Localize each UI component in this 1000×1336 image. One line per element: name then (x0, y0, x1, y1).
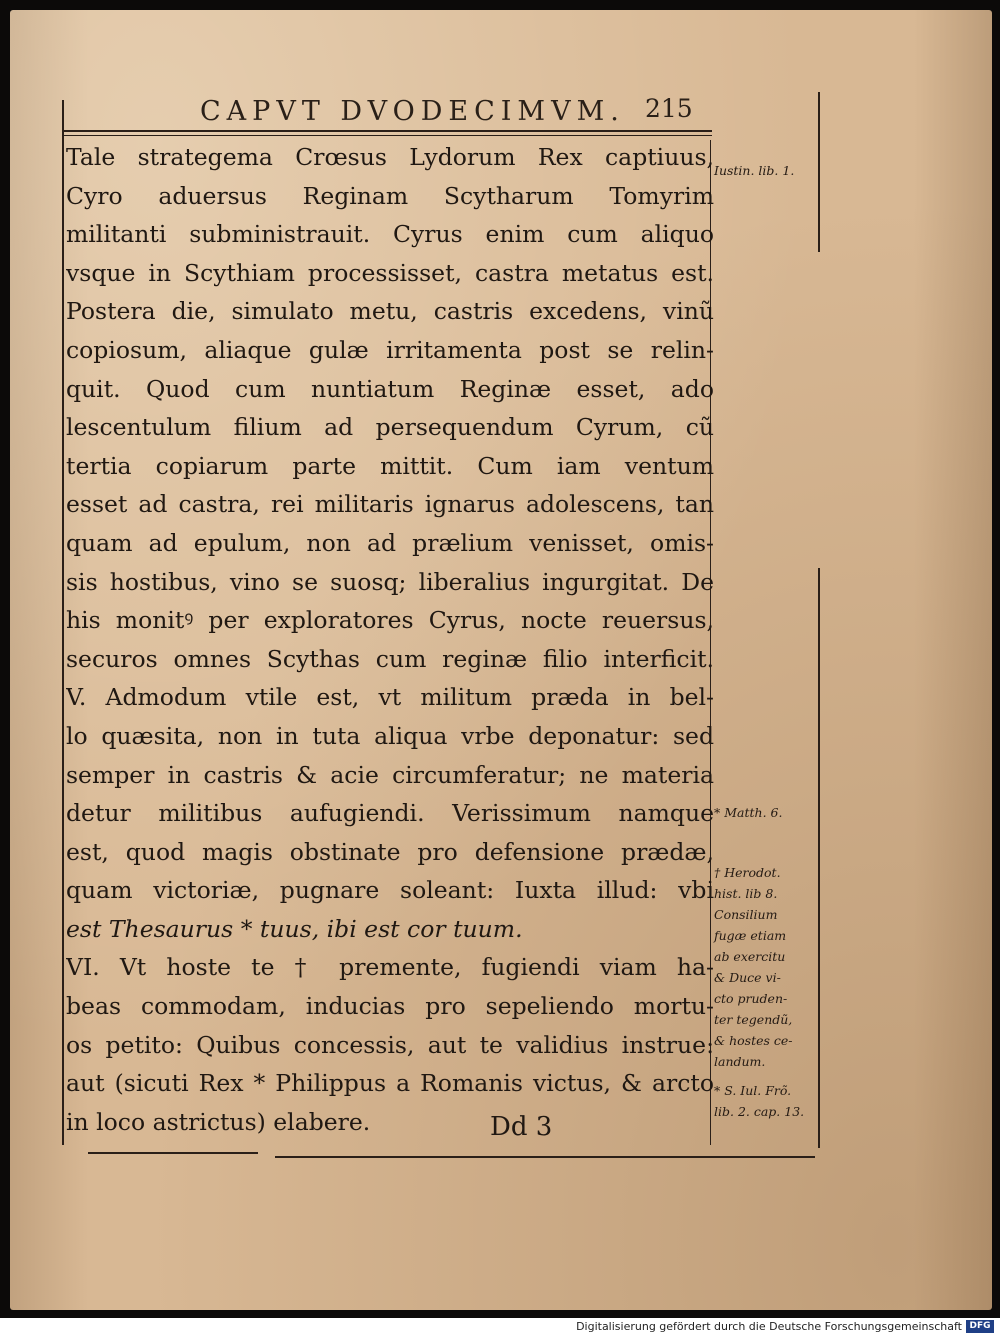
running-title: CAPVT DVODECIMVM. (200, 96, 625, 127)
margin-note-line: Consilium (714, 907, 778, 922)
margin-note-line: Iustin. lib. 1. (714, 163, 795, 178)
right-frame-rule-upper (818, 92, 820, 252)
page-number: 215 (645, 94, 693, 123)
margin-note-line: ter tegendũ, (714, 1012, 793, 1027)
left-frame-rule (62, 100, 64, 1145)
text-line: os petito: Quibus concessis, aut te validius instrue: (66, 1030, 714, 1059)
text-line: lo quæsita, non in tuta aliqua vrbe deponatur: sed (66, 721, 714, 750)
text-line: beas commodam, inducias pro sepeliendo mortu- (66, 992, 714, 1021)
margin-note-frontinus (714, 1080, 814, 1122)
text-line: copiosum, aliaque gulæ irritamenta post se relin- (66, 335, 714, 364)
margin-note-justin (714, 160, 814, 181)
text-line: tertia copiarum parte mittit. Cum iam ventum (66, 451, 714, 480)
header-rule-bottom (64, 135, 712, 136)
margin-note-line: landum. (714, 1054, 766, 1069)
margin-note-line: fugæ etiam (714, 928, 787, 943)
margin-note-line: * Matth. 6. (714, 805, 783, 820)
text-line: V. Admodum vtile est, vt militum præda in bel- (66, 683, 714, 712)
margin-note-line: & hostes ce- (714, 1033, 793, 1048)
text-line: militanti subministrauit. Cyrus enim cum aliquo (66, 220, 714, 249)
text-line: Postera die, simulato metu, castris excedens, vinũ (66, 297, 714, 326)
margin-note-matthew (714, 802, 814, 823)
text-line: lescentulum filium ad persequendum Cyrum, cũ (66, 413, 714, 442)
header-rule-top (64, 130, 712, 132)
margin-note-line: hist. lib 8. (714, 886, 778, 901)
text-line: detur militibus aufugiendi. Verissimum namque (66, 799, 714, 828)
text-line: Cyro aduersus Reginam Scytharum Tomyrim (66, 181, 714, 210)
right-frame-rule-lower (818, 568, 820, 1148)
dfg-logo: DFG (966, 1320, 994, 1333)
main-text-block (66, 138, 714, 1141)
margin-note-line: ab exercitu (714, 949, 786, 964)
margin-note-line: * S. Iul. Frõ. (714, 1083, 792, 1098)
footer-rule-left (88, 1152, 258, 1154)
text-line: esset ad castra, rei militaris ignarus adolescens, tan (66, 490, 714, 519)
margin-note-herodotus (714, 862, 814, 1072)
text-line: est, quod magis obstinate pro defensione prædæ, (66, 837, 714, 866)
text-line: quam ad epulum, non ad prælium venisset, omis- (66, 528, 714, 557)
text-line: aut (sicuti Rex * Philippus a Romanis victus, & arcto (66, 1069, 714, 1098)
text-line: sis hostibus, vino se suosq; liberalius ingurgitat. De (66, 567, 714, 596)
text-line: quam victoriæ, pugnare soleant: Iuxta illud: vbi (66, 876, 714, 905)
footer-rule (275, 1156, 815, 1158)
margin-note-line: † Herodot. (714, 865, 781, 880)
margin-note-line: & Duce vi- (714, 970, 781, 985)
text-line: vsque in Scythiam processisset, castra metatus est. (66, 258, 714, 287)
margin-note-line: lib. 2. cap. 13. (714, 1104, 805, 1119)
text-line: in loco astrictus) elabere. (66, 1107, 371, 1136)
text-line: his monitꝰ per exploratores Cyrus, nocte reuersus, (66, 606, 714, 635)
text-line: quit. Quod cum nuntiatum Reginæ esset, ado (66, 374, 714, 403)
text-line: securos omnes Scythas cum reginæ filio interficit. (66, 644, 714, 673)
text-line: est Thesaurus * tuus, ibi est cor tuum. (66, 914, 523, 943)
margin-note-line: cto pruden- (714, 991, 788, 1006)
text-line: Tale strategema Crœsus Lydorum Rex captiuus, (66, 143, 714, 171)
text-line: VI. Vt hoste te † premente, fugiendi viam ha- (66, 953, 714, 982)
text-line: semper in castris & acie circumferatur; ne materia (66, 760, 714, 789)
signature-mark: Dd 3 (490, 1112, 553, 1142)
footer-credit: Digitalisierung gefördert durch die Deutsche Forschungsgemeinschaft (576, 1320, 962, 1333)
